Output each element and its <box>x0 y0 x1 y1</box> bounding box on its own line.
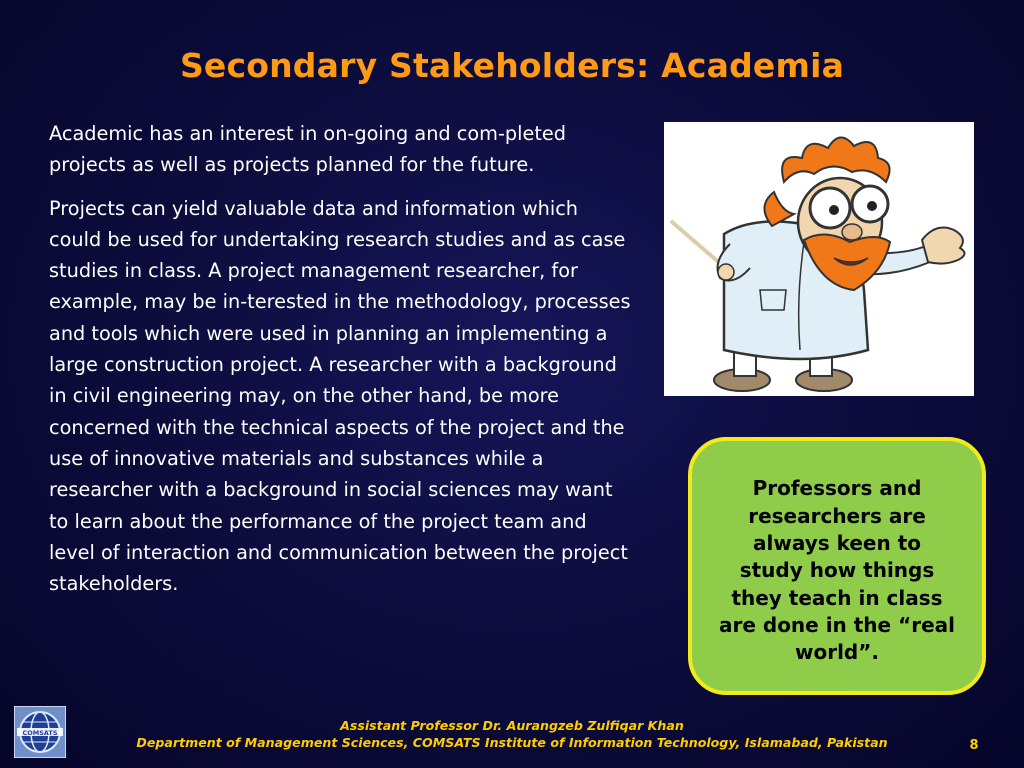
body-text <box>49 118 633 611</box>
footer-department: Department of Management Sciences, COMSATS Institute of Information Technology, Islamabad, Pakistan <box>136 735 888 750</box>
logo-text: COMSATS <box>22 729 58 737</box>
slide-title: Secondary Stakeholders: Academia <box>179 46 845 85</box>
footer-author: Assistant Professor Dr. Aurangzeb Zulfiqar Khan <box>340 718 684 733</box>
callout-box <box>688 437 986 695</box>
comsats-logo <box>14 706 66 758</box>
callout-text: Professors and researchers are always keen to study how things they teach in class are done in the “real world”. <box>718 476 955 665</box>
paragraph-academic-interest: Academic has an interest in on-going and com-pleted projects as well as projects planned for the future. <box>49 122 567 177</box>
paragraph-research-uses: Projects can yield valuable data and information which could be used for undertaking research studies and as case studies in class. A project management researcher, for example, may be in-terested in the methodology, processes and tools which were used in planning an implementing a large construction project. A researcher with a background in civil engineering may, on the other hand, be more concerned with the technical aspects of the project and the use of innovative materials and substances while a researcher with a background in social sciences may want to learn about the performance of the project team and level of interaction and communication between the project stakeholders. <box>49 196 631 596</box>
page-number: 8 <box>969 738 979 753</box>
professor-illustration <box>664 122 974 396</box>
professor-cartoon-icon <box>664 122 974 396</box>
footer <box>80 717 944 751</box>
comsats-globe-logo-icon <box>14 706 66 758</box>
